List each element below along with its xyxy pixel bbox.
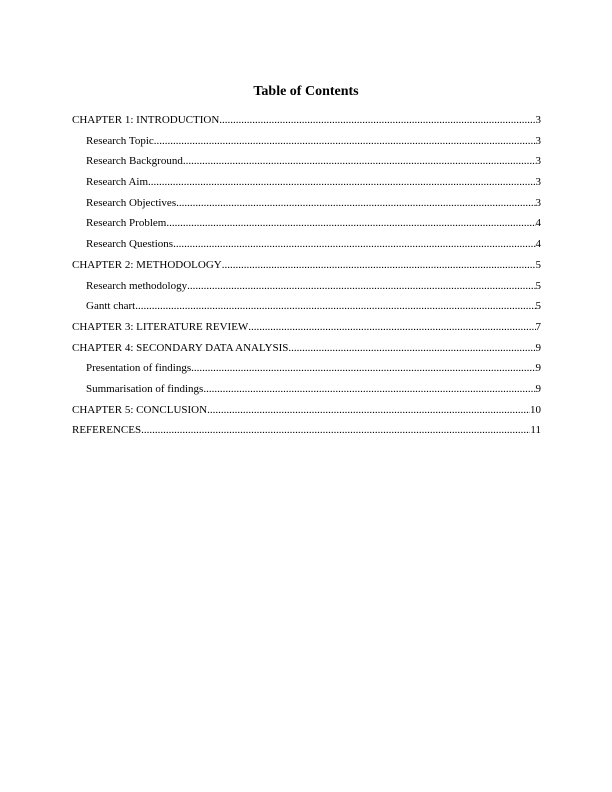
toc-leader-dots — [173, 237, 535, 251]
toc-entry[interactable] — [72, 175, 541, 196]
toc-entry-label: Presentation of findings — [86, 362, 192, 375]
table-of-contents — [72, 113, 541, 444]
toc-entry[interactable] — [72, 258, 541, 279]
toc-leader-dots — [191, 361, 535, 375]
toc-page-number: 4 — [535, 238, 541, 251]
toc-leader-dots — [183, 154, 536, 168]
toc-leader-dots — [203, 382, 535, 396]
toc-page-number: 5 — [535, 258, 541, 271]
toc-entry[interactable] — [72, 196, 541, 217]
toc-entry[interactable] — [72, 134, 541, 155]
toc-page-number: 3 — [535, 114, 541, 126]
toc-entry[interactable] — [72, 423, 541, 444]
toc-entry[interactable] — [72, 403, 541, 424]
toc-entry-label: Research Problem — [86, 217, 167, 230]
toc-page-number: 3 — [535, 196, 541, 209]
toc-entry[interactable] — [72, 113, 541, 134]
toc-page-number: 11 — [530, 424, 541, 437]
toc-page-number: 4 — [535, 217, 541, 230]
toc-entry[interactable] — [72, 341, 541, 362]
toc-entry[interactable] — [72, 237, 541, 258]
toc-entry-label: Research Background — [86, 155, 183, 168]
toc-entry-label: CHAPTER 1: INTRODUCTION — [72, 114, 220, 126]
toc-entry-label: Research Topic — [86, 134, 154, 147]
toc-entry[interactable] — [72, 299, 541, 320]
toc-page-number: 3 — [535, 155, 541, 168]
toc-entry[interactable] — [72, 382, 541, 403]
toc-entry[interactable] — [72, 154, 541, 175]
toc-page-number: 10 — [530, 403, 541, 416]
toc-page-number: 3 — [535, 134, 541, 147]
toc-entry-label: CHAPTER 3: LITERATURE REVIEW — [72, 320, 249, 333]
toc-entry-label: Research Questions — [86, 238, 174, 251]
toc-entry-label: CHAPTER 4: SECONDARY DATA ANALYSIS — [72, 341, 289, 354]
toc-leader-dots — [248, 320, 535, 334]
toc-page-number: 9 — [535, 382, 541, 395]
toc-entry-label: CHAPTER 5: CONCLUSION — [72, 403, 208, 416]
toc-entry-label: Research Objectives — [86, 196, 177, 209]
toc-entry[interactable] — [72, 320, 541, 341]
toc-entry-label: Summarisation of findings — [86, 382, 204, 395]
toc-leader-dots — [207, 403, 530, 417]
toc-leader-dots — [187, 279, 535, 293]
toc-page-number: 3 — [535, 176, 541, 189]
toc-page-number: 7 — [535, 320, 541, 333]
toc-entry-label: Gantt chart — [86, 300, 136, 313]
toc-leader-dots — [166, 216, 535, 230]
toc-entry[interactable] — [72, 216, 541, 237]
toc-page-number: 9 — [535, 362, 541, 375]
toc-page-number: 9 — [535, 341, 541, 354]
toc-entry-label: Research methodology — [86, 279, 188, 292]
toc-page-number: 5 — [535, 279, 541, 292]
toc-entry-label: REFERENCES — [72, 424, 142, 437]
toc-leader-dots — [222, 258, 536, 272]
toc-entry-label: CHAPTER 2: METHODOLOGY — [72, 258, 222, 271]
toc-leader-dots — [154, 134, 536, 148]
toc-leader-dots — [141, 423, 530, 437]
toc-entry[interactable] — [72, 279, 541, 300]
page-title: Table of Contents — [253, 84, 359, 99]
toc-leader-dots — [176, 196, 535, 210]
toc-leader-dots — [148, 175, 535, 189]
toc-leader-dots — [135, 299, 535, 313]
toc-leader-dots — [288, 341, 535, 355]
toc-entry-label: Research Aim — [86, 176, 149, 189]
toc-leader-dots — [219, 113, 535, 127]
toc-page-number: 5 — [535, 300, 541, 313]
toc-entry[interactable] — [72, 361, 541, 382]
